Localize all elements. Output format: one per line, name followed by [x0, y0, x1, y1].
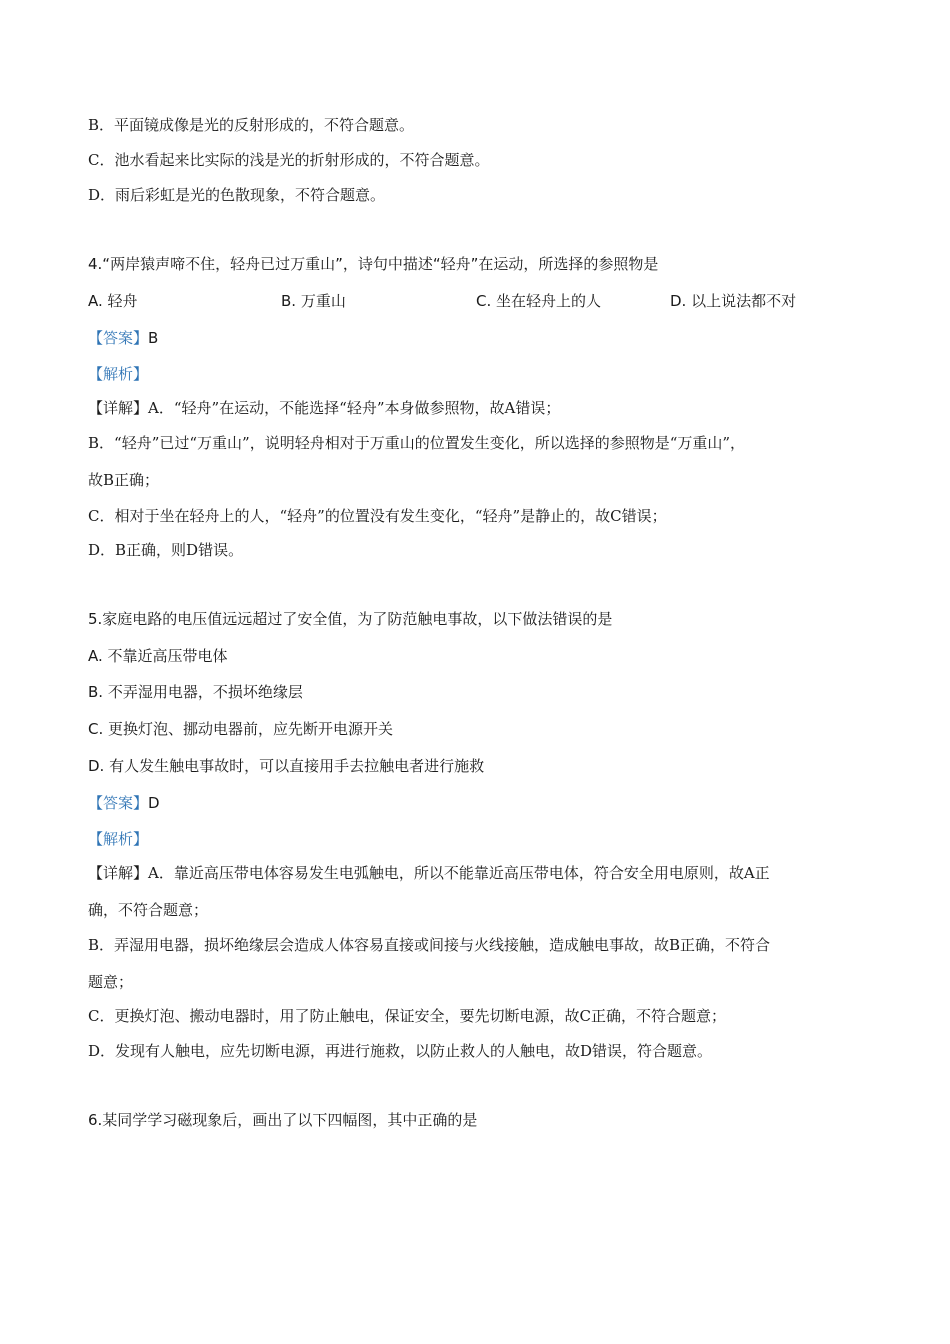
q4-detail-d: D．B正确，则D错误。	[88, 541, 244, 559]
q5-detail-a-line2: 确，不符合题意；	[88, 901, 209, 919]
q5-answer	[88, 793, 160, 813]
q3-option-d-explanation: D．雨后彩虹是光的色散现象，不符合题意。	[88, 186, 386, 204]
q5-option-d: D. 有人发生触电事故时，可以直接用手去拉触电者进行施救	[88, 757, 485, 775]
detail-label: 【详解】	[88, 399, 149, 417]
q3-option-b-explanation: B．平面镜成像是光的反射形成的，不符合题意。	[88, 116, 415, 134]
q5-detail-a-text: A．靠近高压带电体容易发生电弧触电，所以不能靠近高压带电体，符合安全用电原则，故A正	[148, 864, 770, 882]
q5-option-c: C. 更换灯泡、挪动电器前，应先断开电源开关	[88, 720, 394, 738]
q3-option-c-explanation: C．池水看起来比实际的浅是光的折射形成的，不符合题意。	[88, 151, 490, 169]
q4-answer	[88, 328, 158, 348]
q6-stem: 6.某同学学习磁现象后，画出了以下四幅图，其中正确的是	[88, 1111, 478, 1129]
q4-detail-a-text: A．“轻舟”在运动，不能选择“轻舟”本身做参照物，故A错误；	[148, 399, 561, 417]
q4-detail-b-line2: 故B正确；	[88, 471, 160, 489]
q4-analysis-label: 【解析】	[88, 365, 149, 383]
q4-stem: 4.“两岸猿声啼不住，轻舟已过万重山”，诗句中描述“轻舟”在运动，所选择的参照物是	[88, 255, 659, 273]
q5-detail-d: D．发现有人触电，应先切断电源，再进行施救，以防止救人的人触电，故D错误，符合题意。	[88, 1042, 713, 1060]
q5-detail-b-line1: B．弄湿用电器，损坏绝缘层会造成人体容易直接或间接与火线接触，造成触电事故，故B正确，不符合	[88, 936, 771, 954]
detail-label: 【详解】	[88, 864, 149, 882]
answer-label: 【答案】	[88, 794, 149, 812]
q4-option-a: A. 轻舟	[88, 292, 138, 310]
q4-detail-a	[88, 398, 560, 418]
q4-option-c: C. 坐在轻舟上的人	[476, 292, 602, 310]
q4-option-d: D. 以上说法都不对	[670, 292, 797, 310]
q4-answer-value: B	[148, 329, 159, 347]
q5-detail-a-line1	[88, 863, 770, 883]
q5-analysis-label: 【解析】	[88, 830, 149, 848]
q4-option-b: B. 万重山	[281, 292, 346, 310]
q5-detail-b-line2: 题意；	[88, 973, 134, 991]
q5-detail-c: C．更换灯泡、搬动电器时，用了防止触电，保证安全，要先切断电源，故C正确，不符合题意；	[88, 1007, 726, 1025]
q5-option-a: A. 不靠近高压带电体	[88, 647, 228, 665]
q5-answer-value: D	[148, 794, 160, 812]
q5-stem: 5.家庭电路的电压值远远超过了安全值，为了防范触电事故，以下做法错误的是	[88, 610, 613, 628]
answer-label: 【答案】	[88, 329, 149, 347]
q4-detail-c: C．相对于坐在轻舟上的人，“轻舟”的位置没有发生变化，“轻舟”是静止的，故C错误；	[88, 507, 667, 525]
q4-detail-b-line1: B．“轻舟”已过“万重山”，说明轻舟相对于万重山的位置发生变化，所以选择的参照物是“万重山”，	[88, 434, 746, 452]
q5-option-b: B. 不弄湿用电器，不损坏绝缘层	[88, 683, 303, 701]
